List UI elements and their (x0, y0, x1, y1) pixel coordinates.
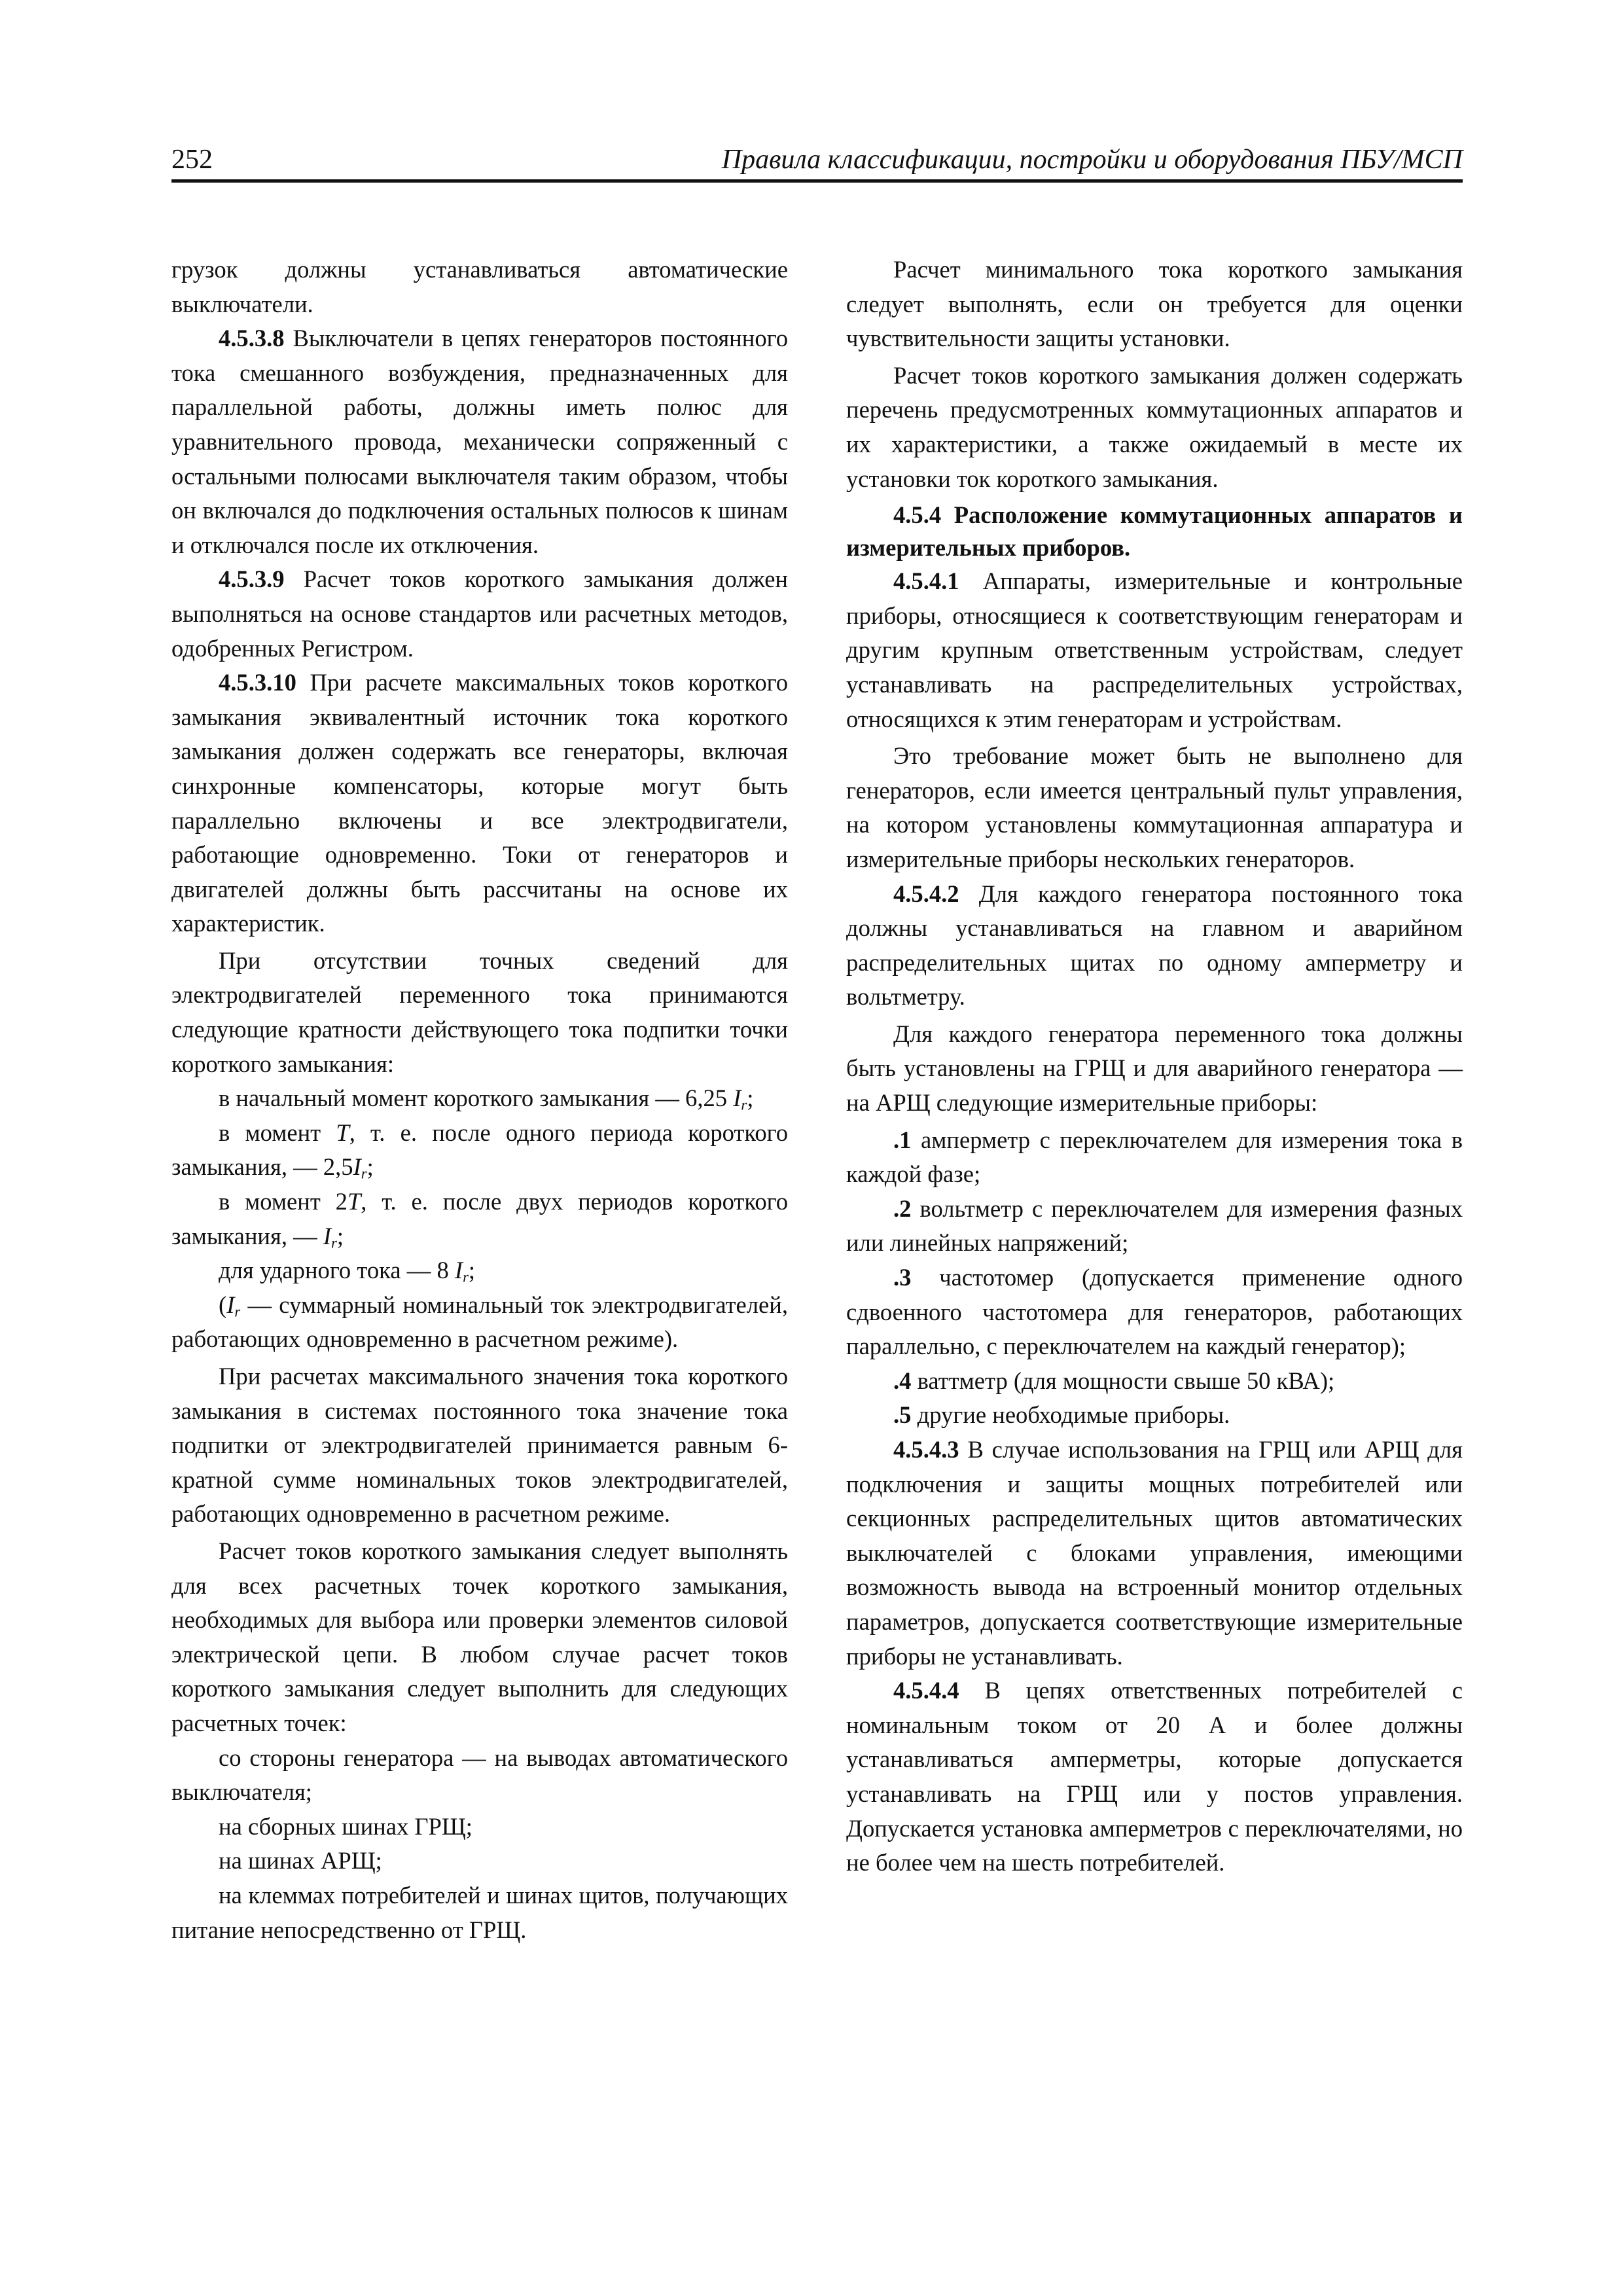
paragraph: грузок должны устанавливаться автоматические выключатели. (171, 256, 788, 317)
page-number: 252 (171, 145, 213, 175)
list-item: в момент 2T, т. е. после двух периодов короткого замыкания, — $I_r$; (171, 1188, 788, 1251)
paragraph: Для каждого генератора переменного тока должны быть установлены на ГРЩ и для аварийного генератора — на АРЩ следующие измерительные приборы: (846, 1020, 1463, 1117)
clause-number: 4.5.4.4 (893, 1677, 959, 1704)
paragraph: Расчет токов короткого замыкания следует выполнять для всех расчетных точек короткого замыкания, необходимых для выбора или проверки элементов силовой электрической цепи. В любом случае расчет токов короткого замыкания следует выполнить для следующих расчетных точек: (171, 1537, 788, 1736)
list-item: .4 ваттметр (для мощности свыше 50 кВА); (893, 1367, 1335, 1394)
clause-number: 4.5.4.2 (893, 880, 959, 907)
clause-number: 4.5.4.3 (893, 1436, 959, 1463)
paragraph: Это требование может быть не выполнено для генераторов, если имеется центральный пульт управления, на котором установлены коммутационная аппаратура и измерительные приборы нескольких генераторов. (846, 742, 1463, 872)
paragraph: ($I_r$ — суммарный номинальный ток электродвигателей, работающих одновременно в расчетном режиме). (171, 1291, 788, 1353)
clause-4-5-3-8: 4.5.3.8 Выключатели в цепях генераторов постоянного тока смешанного возбуждения, предназначенных для параллельной работы, должны иметь полюс для уравнительного провода, механически сопряженный с остальными полюсами выключателя таким образом, чтобы он включался до подключения остальных полюсов к шинам и отключался после их отключения. (171, 325, 788, 558)
clause-4-5-3-10: 4.5.3.10 При расчете максимальных токов короткого замыкания эквивалентный источник тока короткого замыкания должен содержать все генераторы, включая синхронные компенсаторы, которые могут быть параллельно включены и все электродвигатели, работающие одновременно. Токи от генераторов и двигателей должны быть рассчитаны на основе их характеристик. (171, 669, 788, 937)
list-item: .1 амперметр с переключателем для измерения тока в каждой фазе; (846, 1126, 1463, 1188)
clause-4-5-4-4: 4.5.4.4 В цепях ответственных потребителей с номинальным током от 20 А и более должны устанавливаться амперметры, которые допускается устанавливать на ГРЩ или у постов управления. Допускается установка амперметров с переключателями, но не более чем на шесть потребителей. (846, 1677, 1463, 1876)
list-item: .3 частотомер (допускается применение одного сдвоенного частотомера для генераторов, работающих параллельно, с переключателем на каждый генератор); (846, 1264, 1463, 1360)
list-item: .5 другие необходимые приборы. (893, 1401, 1230, 1429)
section-heading: 4.5.4 Расположение коммутационных аппаратов и измерительных приборов. (846, 501, 1463, 562)
paragraph: Расчет токов короткого замыкания должен содержать перечень предусмотренных коммутационных аппаратов и их характеристики, а также ожидаемый в месте их установки ток короткого замыкания. (846, 361, 1463, 492)
paragraph: При расчетах максимального значения тока короткого замыкания в системах постоянного тока значение тока подпитки от электродвигателей принимается равным 6-кратной сумме номинальных токов электродвигателей, работающих одновременно в расчетном режиме. (171, 1363, 788, 1528)
list-item: в момент T, т. е. после одного периода короткого замыкания, — $2,5I_r$; (171, 1119, 788, 1183)
clause-4-5-4-1: 4.5.4.1 Аппараты, измерительные и контрольные приборы, относящиеся к соответствующим генераторам и другим крупным ответственным устройствам, следует устанавливать на распределительных устройствах, относящихся к этим генераторам и устройствам. (846, 567, 1463, 732)
list-item: на сборных шинах ГРЩ; (219, 1812, 473, 1840)
paragraph: Расчет минимального тока короткого замыкания следует выполнять, если он требуется для оценки чувствительности защиты установки. (846, 256, 1463, 352)
list-item: в начальный момент короткого замыкания — 6,25 $I_r$; (219, 1085, 754, 1113)
clause-number: 4.5.3.9 (219, 565, 285, 593)
left-column (171, 253, 788, 1947)
page-header (171, 143, 1463, 183)
list-item: для ударного тока — 8 $I_r$; (219, 1257, 476, 1285)
running-title: Правила классификации, постройки и оборудования ПБУ/МСП (721, 145, 1463, 175)
list-item: со стороны генератора — на выводах автоматического выключателя; (171, 1744, 788, 1806)
list-item: .2 вольтметр с переключателем для измерения фазных или линейных напряжений; (846, 1194, 1463, 1257)
clause-4-5-4-2: 4.5.4.2 Для каждого генератора постоянного тока должны устанавливаться на главном и аварийном распределительных щитах по одному амперметру и вольтметру. (846, 880, 1463, 1011)
right-column (846, 253, 1463, 1880)
list-item: на клеммах потребителей и шинах щитов, получающих питание непосредственно от ГРЩ. (171, 1881, 788, 1943)
clause-number: 4.5.4.1 (893, 567, 959, 595)
paragraph: При отсутствии точных сведений для электродвигателей переменного тока принимаются следующие кратности действующего тока подпитки точки короткого замыкания: (171, 946, 788, 1077)
clause-number: 4.5.3.8 (219, 325, 285, 352)
clause-4-5-3-9: 4.5.3.9 Расчет токов короткого замыкания должен выполняться на основе стандартов или расчетных методов, одобренных Регистром. (171, 565, 788, 662)
clause-number: 4.5.3.10 (219, 669, 296, 696)
list-item: на шинах АРЩ; (219, 1847, 382, 1874)
clause-4-5-4-3: 4.5.4.3 В случае использования на ГРЩ или АРЩ для подключения и защиты мощных потребителей или секционных распределительных щитов автоматических выключателей с блоками управления, имеющими возможность вывода на встроенный монитор отдельных параметров, допускается соответствующие измерительные приборы не устанавливать. (846, 1436, 1463, 1670)
